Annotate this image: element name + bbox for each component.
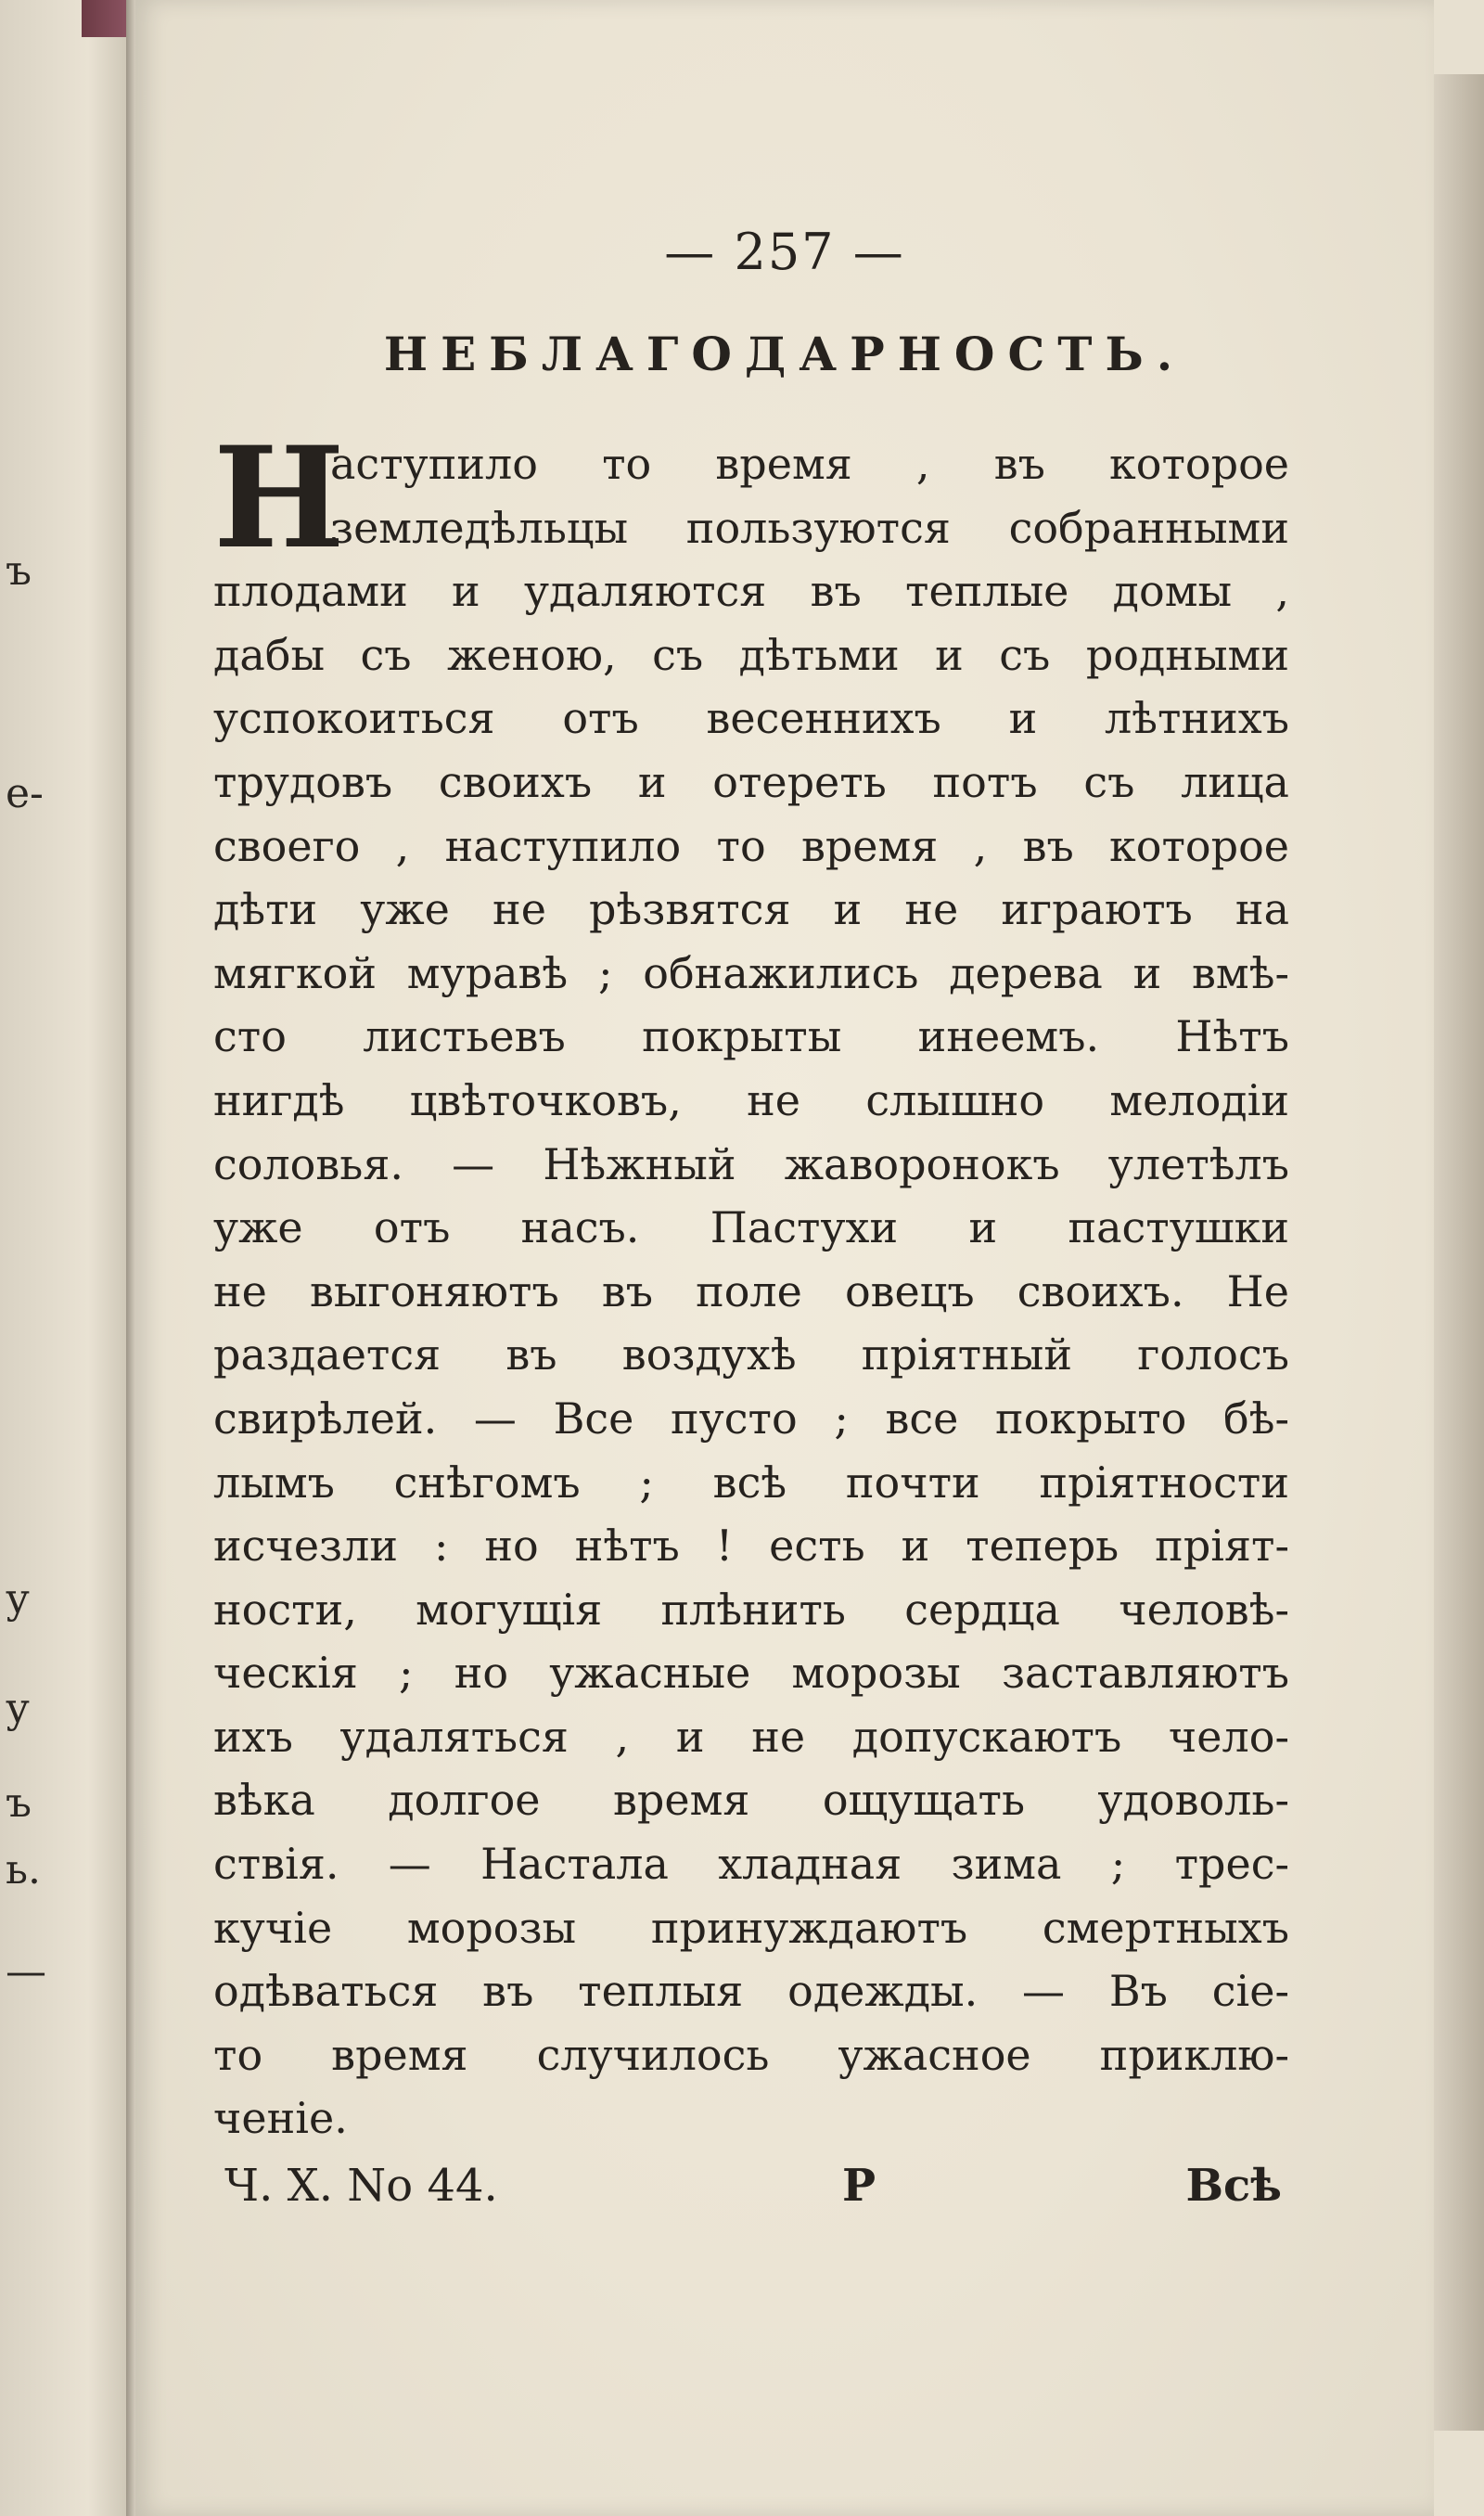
text-line: ихъ удаляться , и не допускаютъ чело- (213, 1711, 1289, 1762)
signature-mark: Ч. X. No 44. (224, 2160, 498, 2212)
text-line: нигдѣ цвѣточковъ, не слышно мелодiи (213, 1074, 1289, 1125)
text-line: ности, могущiя плѣнить сердца человѣ- (213, 1584, 1289, 1635)
facing-page-fragment: у (6, 1575, 30, 1623)
facing-page-edge (0, 0, 128, 2516)
text-line: ческiя ; но ужасные морозы заставляютъ (213, 1648, 1289, 1699)
text-line: не выгоняютъ въ поле овецъ своихъ. Не (213, 1265, 1289, 1316)
page-edge (1434, 74, 1484, 2431)
text-line: ствiя. — Настала хладная зима ; трес- (213, 1839, 1289, 1890)
facing-page-fragment: — (6, 1948, 46, 1996)
text-line: исчезли : но нѣтъ ! есть и теперь прiят- (213, 1521, 1289, 1572)
catchword: Всѣ (1185, 2160, 1282, 2212)
text-line: кучiе морозы принуждаютъ смертныхъ (213, 1902, 1289, 1953)
drop-cap: Н (213, 417, 345, 580)
chapter-title: НЕБЛАГОДАРНОСТЬ. (383, 327, 1186, 381)
text-line: земледѣльцы пользуются собранными (330, 502, 1289, 553)
text-line: одѣваться въ теплыя одежды. — Въ сiе- (213, 1966, 1289, 2017)
text-line: соловья. — Нѣжный жаворонокъ улетѣлъ (213, 1138, 1289, 1189)
text-line: мягкой муравѣ ; обнажились дерева и вмѣ- (213, 947, 1289, 998)
text-line: свирѣлей. — Все пусто ; все покрыто бѣ- (213, 1393, 1289, 1444)
text-line: своего , наступило то время , въ которое (213, 820, 1289, 871)
text-line: трудовъ своихъ и отереть потъ съ лица (213, 756, 1289, 807)
page-number: — 257 — (664, 223, 905, 281)
facing-page-fragment: у (6, 1685, 30, 1732)
text-line: аступило то время , въ которое (330, 439, 1289, 489)
facing-page-fragment: ъ (6, 547, 32, 595)
text-line: успокоиться отъ весеннихъ и лѣтнихъ (213, 693, 1289, 744)
text-line: уже отъ насъ. Пастухи и пастушки (213, 1202, 1289, 1253)
bookmark-ribbon (82, 0, 126, 37)
facing-page-fragment: ъ (6, 1779, 32, 1827)
text-line: то время случилось ужасное приклю- (213, 2029, 1289, 2080)
text-line: дабы съ женою, съ дѣтьми и съ родными (213, 629, 1289, 680)
text-line: лымъ снѣгомъ ; всѣ почти прiятности (213, 1457, 1289, 1508)
body-text (213, 417, 1289, 2150)
text-line: вѣка долгое время ощущать удоволь- (213, 1775, 1289, 1826)
page-footer (224, 2160, 1282, 2234)
text-line: ченiе. (213, 2093, 348, 2144)
gathering-mark: Р (842, 2160, 876, 2212)
book-spine (126, 0, 135, 2516)
text-line: дѣти уже не рѣзвятся и не играютъ на (213, 884, 1289, 935)
text-line: сто листьевъ покрыты инеемъ. Нѣтъ (213, 1011, 1289, 1062)
book-page (135, 0, 1434, 2516)
facing-page-fragment: е- (6, 770, 44, 817)
facing-page-fragment: ь. (6, 1846, 41, 1893)
text-line: раздается въ воздухѣ прiятный голосъ (213, 1329, 1289, 1380)
text-line: плодами и удаляются въ теплые домы , (213, 566, 1289, 617)
